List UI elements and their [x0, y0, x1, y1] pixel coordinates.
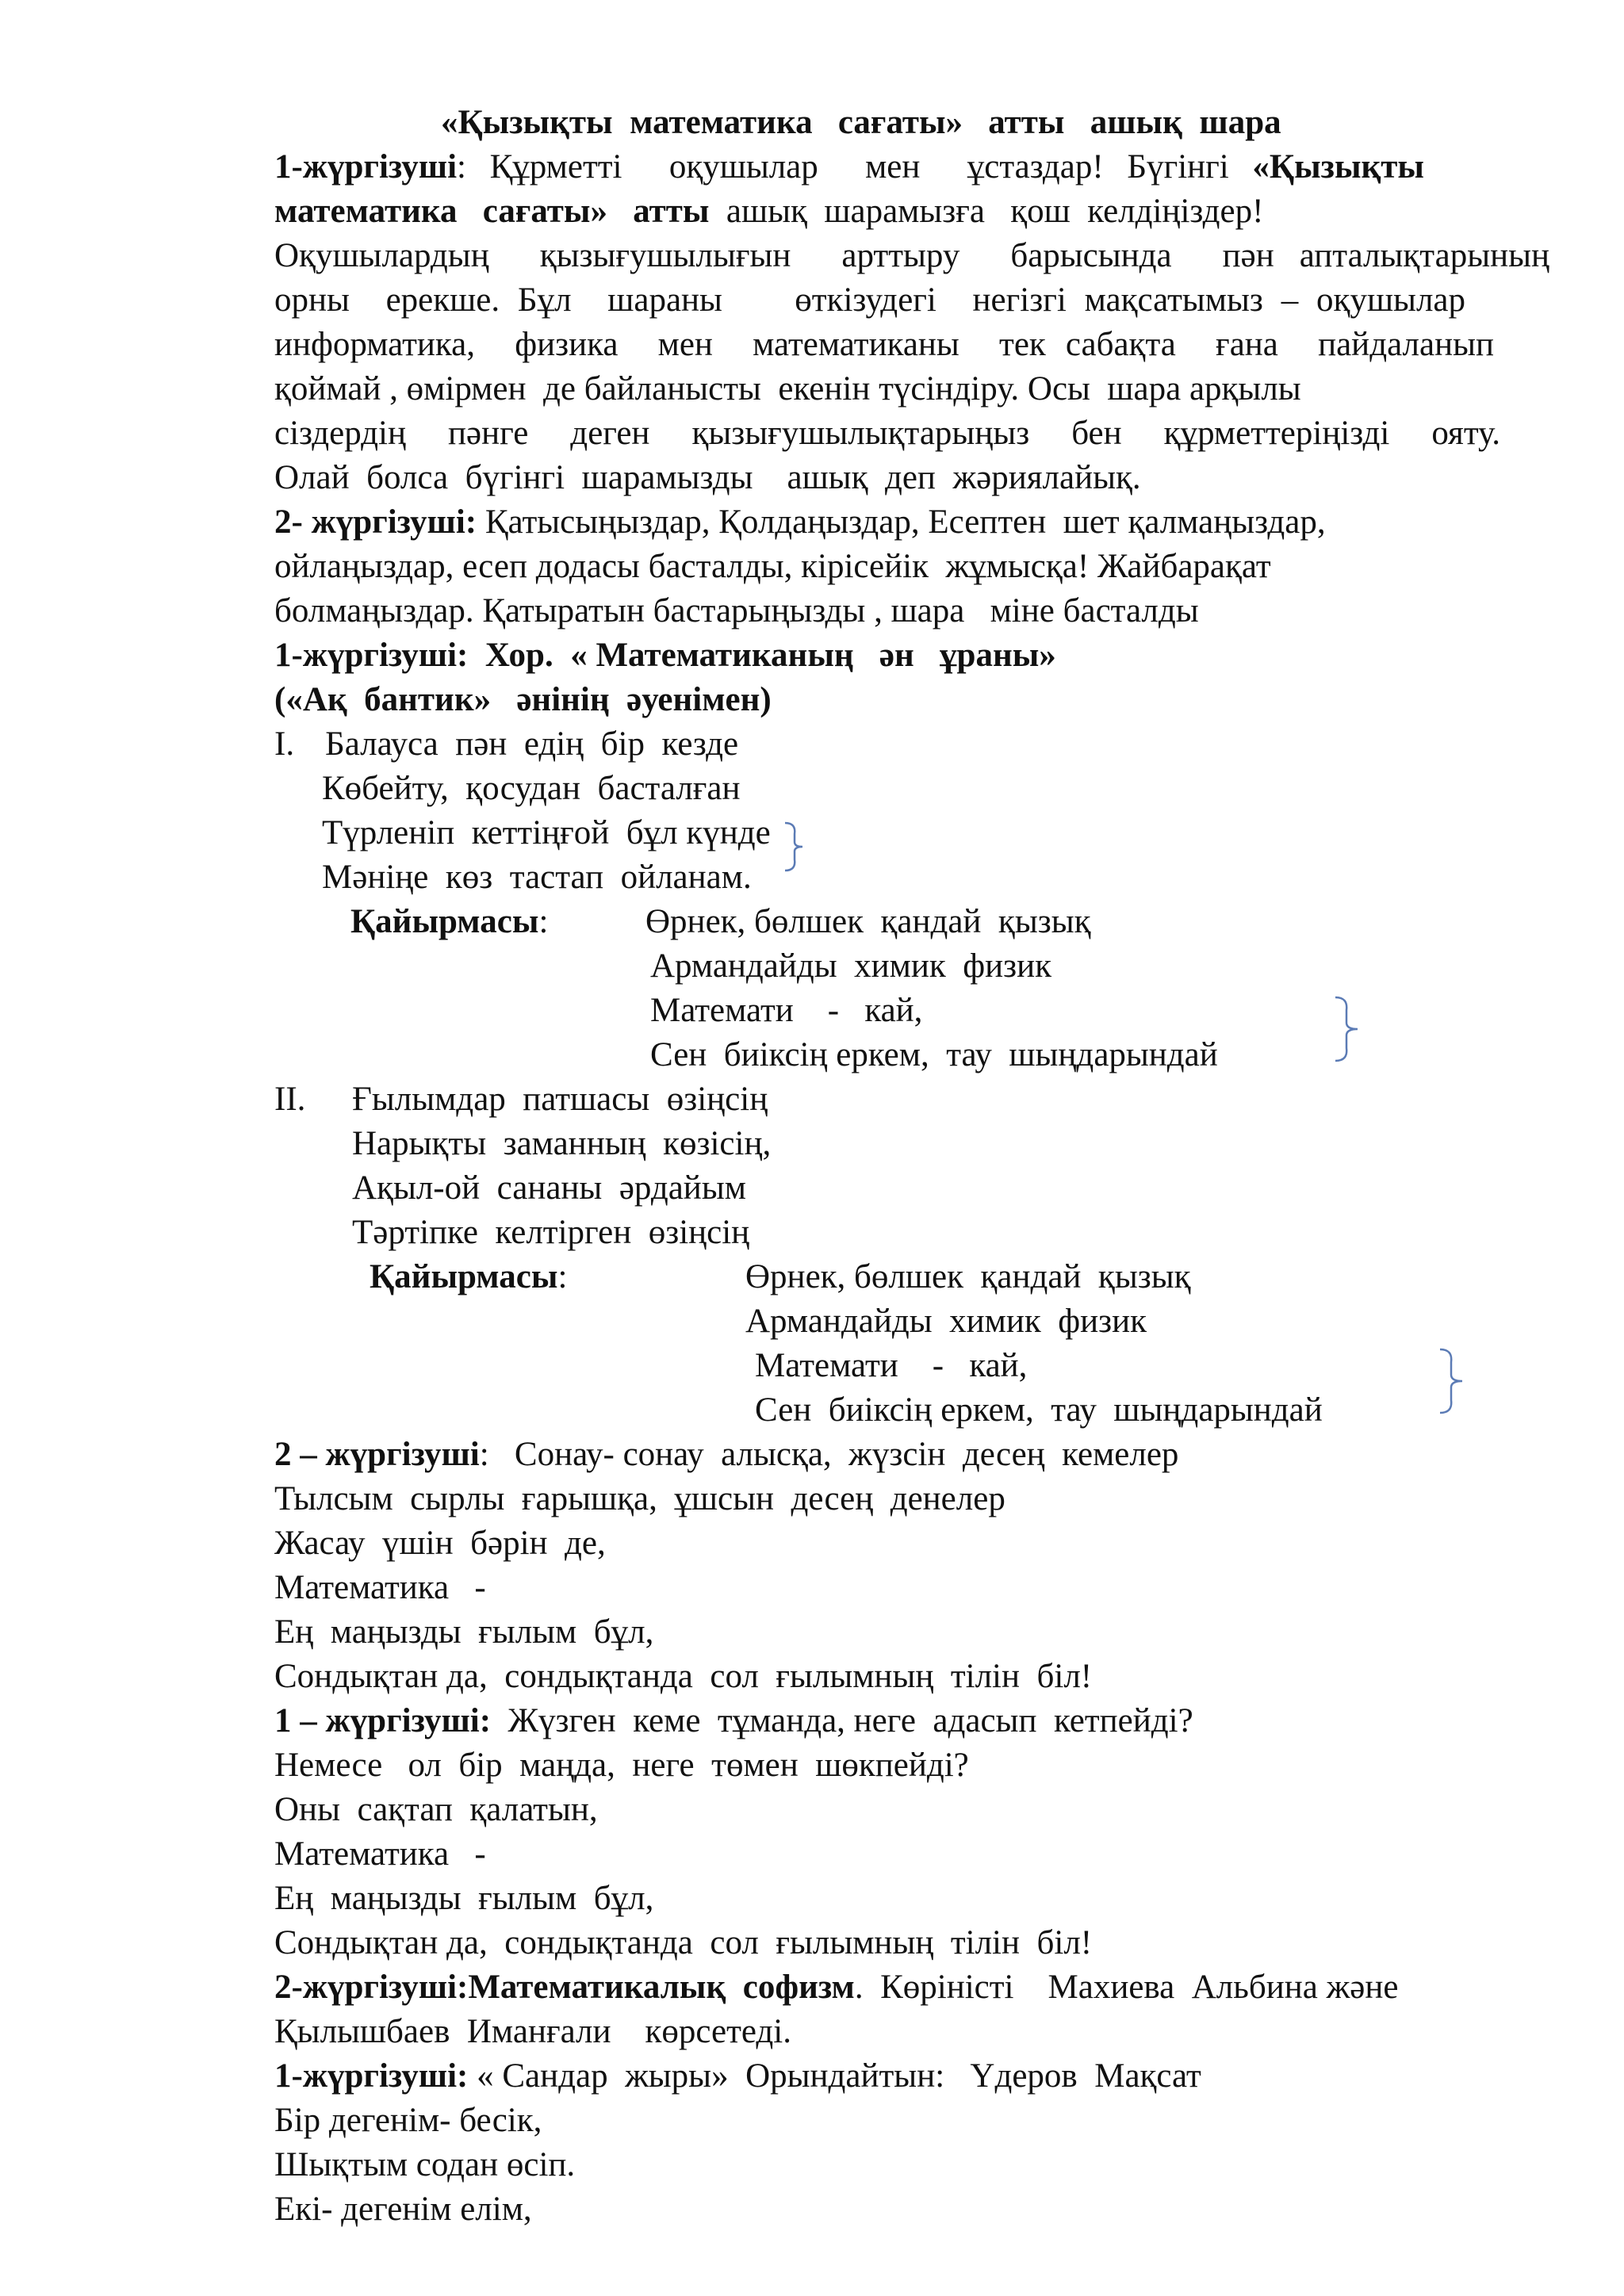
numbers-line-4: Екі- дегенім елім,: [274, 2191, 532, 2228]
intro-line-6: қоймай , өмірмен де байланысты екенін түсіндіру. Осы шара арқылы: [274, 370, 1301, 408]
chorus-2-label: [370, 1255, 567, 1299]
sophism-heading: 2-жүргізуші:Математикалық софизм: [274, 1969, 855, 2006]
sophism-line-2: Қылышбаев Иманғали көрсетеді.: [274, 2013, 791, 2050]
verse-1-line-3: Түрленіп кеттіңғой бұл күнде: [322, 814, 771, 851]
verse-2-line-2: Нарықты заманның көзісің,: [352, 1125, 772, 1162]
speaker-label: 1-жүргізуші:: [274, 2057, 469, 2095]
chorus-2-line-2: Армандайды химик физик: [745, 1303, 1147, 1340]
right-brace-icon: [1332, 996, 1361, 1062]
poem-2-line-1: [274, 1433, 1178, 1477]
intro-line-7: сіздердің пәнге деген қызығушылықтарыңыз бен құрметтеріңізді ояту.: [274, 415, 1500, 452]
speaker-label: 1 – жүргізуші:: [274, 1702, 492, 1739]
text: : Сонау- сонау алысқа, жүзсін десең кемелер: [479, 1436, 1179, 1473]
chorus-colon: :: [557, 1258, 568, 1295]
event-title-bold: «Қызықты: [1252, 148, 1424, 186]
speaker-label: 2 – жүргізуші: [274, 1436, 480, 1473]
intro-line-4: орны ерекше. Бұл шараны өткізудегі негізгі мақсатымыз – оқушылар: [274, 281, 1465, 319]
poem-2-line-2: Тылсым сырлы ғарышқа, ұшсын десең денелер: [274, 1480, 1005, 1517]
poem-1-line-5: Ең маңызды ғылым бұл,: [274, 1880, 654, 1917]
poem-1-line-2: Немесе ол бір маңда, неге төмен шөкпейді?: [274, 1747, 969, 1784]
intro-line-2: [274, 189, 1263, 234]
verse-2-number: II.: [274, 1081, 306, 1118]
intro-line-3: Оқушылардың қызығушылығын арттыру барысында пән апталықтарының: [274, 237, 1549, 274]
sophism-line-1: [274, 1965, 1399, 2010]
verse-1-line-2: Көбейту, қосудан басталған: [322, 770, 741, 807]
second-line-2: ойлаңыздар, есеп додасы басталды, кірісейік жұмысқа! Жайбарақат: [274, 548, 1271, 585]
verse-1-line-4: Мәніңе көз тастап ойланам.: [322, 859, 752, 896]
second-line-3: болмаңыздар. Қатыратын бастарыңызды , шара міне басталды: [274, 592, 1199, 629]
intro-line-5: информатика, физика мен математиканы тек сабақта ғана пайдаланып: [274, 326, 1494, 363]
choir-subheading: («Ақ бантик» әнінің әуенімен): [274, 681, 772, 718]
speaker-label: 2- жүргізуші:: [274, 503, 477, 541]
poem-1-line-4: Математика -: [274, 1835, 486, 1873]
intro-line-1: [274, 145, 1424, 189]
poem-1-line-6: Сондықтан да, сондықтанда сол ғылымның тілін біл!: [274, 1924, 1093, 1961]
chorus-1-line-4: Сен биіксің еркем, тау шыңдарындай: [650, 1036, 1218, 1073]
intro-line-8: Олай болса бүгінгі шарамызды ашық деп жәриялайық.: [274, 459, 1141, 496]
chorus-1-label: [350, 900, 548, 944]
verse-2-line-4: Тәртіпке келтірген өзіңсің: [352, 1214, 750, 1251]
right-brace-icon: [782, 821, 806, 872]
event-title-bold: математика сағаты» атты: [274, 193, 710, 230]
chorus-1-line-1: Өрнек, бөлшек қандай қызық: [645, 903, 1091, 940]
chorus-colon: :: [538, 903, 549, 940]
verse-1-number: I.: [274, 725, 295, 763]
chorus-1-line-3: Математи - кай,: [650, 992, 923, 1029]
numbers-line-1: [274, 2054, 1201, 2099]
chorus-2-line-4: Сен биіксің еркем, тау шыңдарындай: [755, 1391, 1323, 1429]
document-title: «Қызықты математика сағаты» атты ашық шара: [441, 104, 1281, 141]
right-brace-icon: [1437, 1348, 1465, 1414]
text: . Көріністі Махиева Альбина және: [854, 1969, 1399, 2006]
poem-1-line-1: [274, 1699, 1193, 1743]
speaker-label: 1-жүргізуші: [274, 148, 458, 186]
verse-1-line-1: Балауса пән едің бір кезде: [325, 725, 739, 763]
text: « Сандар жыры» Орындайтын: Үдеров Мақсат: [468, 2057, 1201, 2095]
text: ашық шарамызға қош келдіңіздер!: [709, 193, 1264, 230]
chorus-2-line-3: Математи - кай,: [755, 1347, 1028, 1384]
text: : Құрметті оқушылар мен ұстаздар! Бүгінгі: [457, 148, 1253, 186]
chorus-1-line-2: Армандайды химик физик: [650, 947, 1052, 985]
numbers-line-2: Бір дегенім- бесік,: [274, 2102, 542, 2139]
verse-2-line-3: Ақыл-ой сананы әрдайым: [352, 1169, 746, 1207]
text: Қатысыңыздар, Қолдаңыздар, Есептен шет қалмаңыздар,: [477, 503, 1326, 541]
poem-2-line-3: Жасау үшін бәрін де,: [274, 1525, 606, 1562]
chorus-label: Қайырмасы: [370, 1258, 558, 1295]
poem-2-line-4: Математика -: [274, 1569, 486, 1606]
second-line-1: [274, 500, 1326, 545]
chorus-label: Қайырмасы: [350, 903, 539, 940]
choir-heading: 1-жүргізуші: Хор. « Математиканың ән ұраны»: [274, 637, 1056, 674]
poem-2-line-6: Сондықтан да, сондықтанда сол ғылымның тілін біл!: [274, 1658, 1093, 1695]
poem-2-line-5: Ең маңызды ғылым бұл,: [274, 1613, 654, 1651]
chorus-2-line-1: Өрнек, бөлшек қандай қызық: [745, 1258, 1191, 1295]
poem-1-line-3: Оны сақтап қалатын,: [274, 1791, 598, 1828]
verse-2-line-1: Ғылымдар патшасы өзіңсің: [352, 1081, 768, 1118]
text: Жүзген кеме тұманда, неге адасып кетпейді?: [491, 1702, 1193, 1739]
numbers-line-3: Шықтым содан өсіп.: [274, 2146, 576, 2183]
